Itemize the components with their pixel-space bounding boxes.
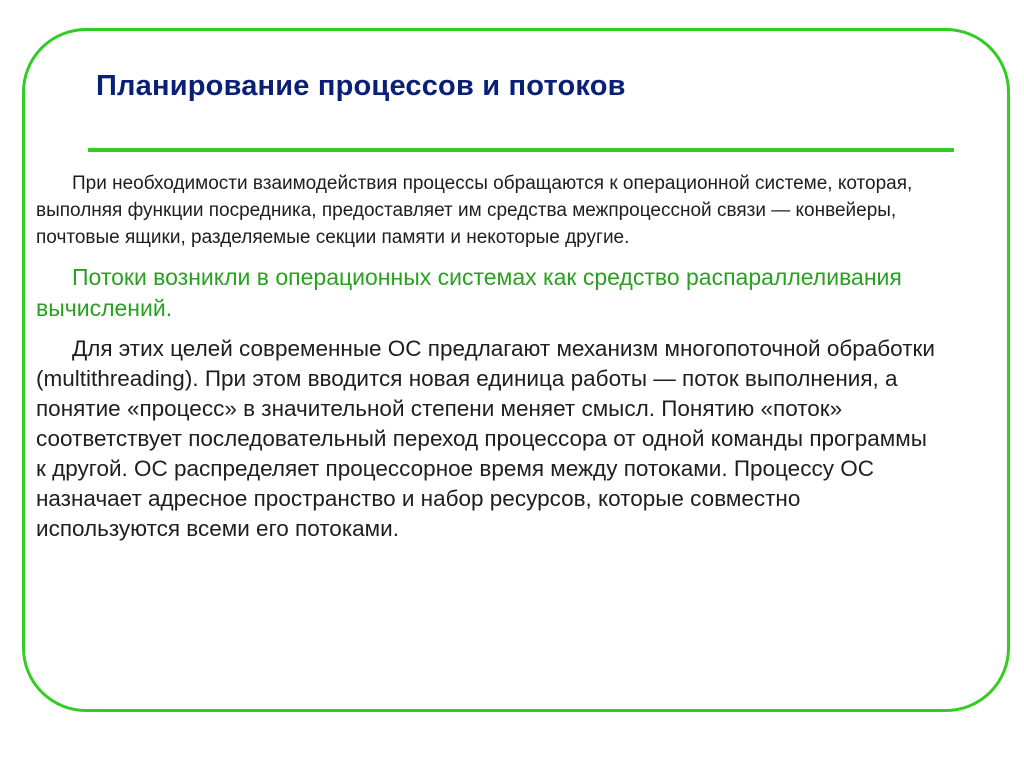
paragraph-threads-highlight: Потоки возникли в операционных системах как средство распараллеливания вычислений.: [36, 264, 902, 321]
title-underline: [88, 148, 954, 152]
slide-body: [36, 170, 936, 544]
slide-title: Планирование процессов и потоков: [96, 70, 626, 102]
paragraph-multithreading: Для этих целей современные ОС предлагают механизм многопоточной обработки (multithreading). При этом вводится новая единица работы — поток выполнения, а понятие «процесс» в значительной степени меняет смысл. Понятию «поток» соответствует последовательный переход процессора от одной команды программы к другой. ОС распределяет процессорное время между потоками. Процессу ОС назначает адресное пространство и набор ресурсов, которые совместно используются всеми его потоками.: [36, 336, 935, 541]
paragraph-ipc: При необходимости взаимодействия процессы обращаются к операционной системе, которая, выполняя функции посредника, предоставляет им средства межпроцессной связи — конвейеры, почтовые ящики, разделяемые секции памяти и некоторые другие.: [36, 173, 913, 248]
